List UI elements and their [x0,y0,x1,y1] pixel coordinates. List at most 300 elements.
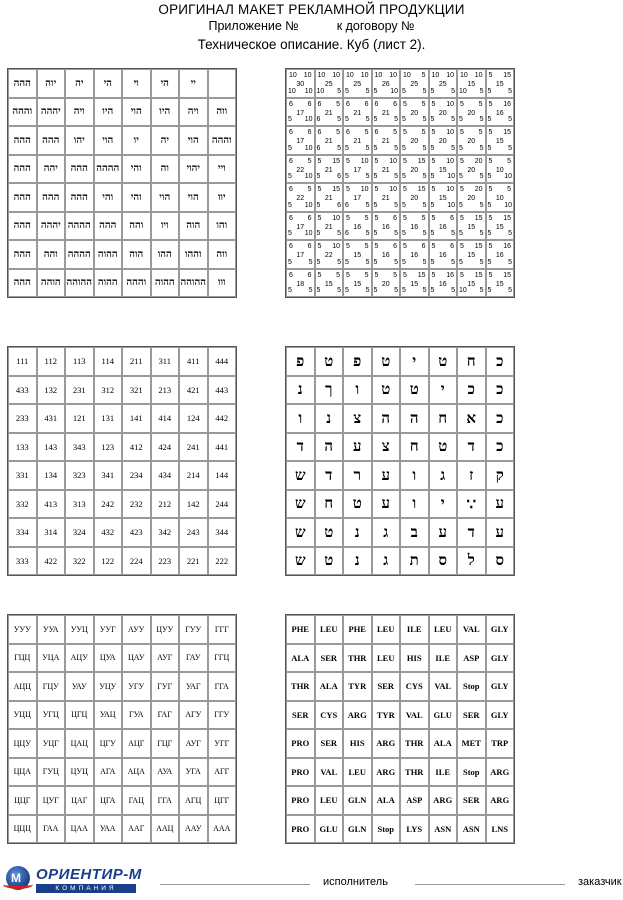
number-value: 6 [316,116,321,123]
hebrew-letter-cell: ו [400,490,429,519]
hebrew-letter-cell: ה [315,433,344,462]
hebrew-word-cell [208,69,237,98]
code-cell: 413 [37,490,66,519]
number-value: 5 [365,144,370,152]
codon-cell: ЦАУ [122,644,151,673]
number-value: 15 [324,280,333,288]
number-value: 5 [316,173,321,180]
number-value: 15 [495,280,504,288]
number-value: 10 [446,100,454,108]
number-value: 5 [488,243,493,250]
hebrew-letter-cell: ה [372,404,401,433]
amino-acid-cell: ASN [457,815,486,844]
number-value: 5 [394,116,398,123]
number-value: 5 [478,100,483,108]
amino-acid-cell: GLY [486,644,515,673]
hebrew-word-cell: יהו [65,126,94,155]
number-value: 5 [317,157,322,165]
codon-cell: ЦГУ [94,729,123,758]
code-cell: 423 [122,518,151,547]
hebrew-word-cell: והי [94,183,123,212]
number-cell [486,98,515,127]
amino-acid-cell: GLY [486,615,515,644]
codon-cell: АЦЦ [8,672,37,701]
amino-acid-cell: Stop [457,758,486,787]
codon-cell: ГЦГ [151,729,180,758]
number-value: 5 [430,116,435,123]
number-value: 21 [381,138,390,145]
number-value: 6 [345,201,349,209]
number-value: 6 [450,243,454,250]
amino-acid-cell: GLY [486,701,515,730]
number-cell [429,69,458,98]
hebrew-letter-cell: ע [429,518,458,547]
amino-acid-cell: CYS [400,672,429,701]
number-cell [429,269,458,298]
number-value: 20 [438,109,447,117]
amino-acid-cell: ARG [486,758,515,787]
number-cell [457,212,486,241]
number-value: 5 [373,201,378,209]
number-value: 5 [337,87,341,95]
number-value: 10 [431,72,440,79]
number-value: 16 [446,271,454,279]
number-cell [372,269,401,298]
number-value: 6 [307,129,312,136]
amino-acid-cell: VAL [400,701,429,730]
codon-cell: ГГУ [208,701,237,730]
hebrew-letter-cell: ע [486,518,515,547]
number-value: 6 [450,214,454,222]
hebrew-word-cell: ההה [65,155,94,184]
hebrew-word-cell: והה [122,212,151,241]
number-value: 5 [487,144,492,152]
number-value: 22 [324,252,333,259]
number-value: 5 [365,230,370,237]
number-cell [315,98,344,127]
number-value: 18 [296,280,305,288]
number-value: 16 [495,109,504,117]
number-cell [372,240,401,269]
number-value: 10 [374,72,383,79]
number-value: 10 [346,72,354,79]
contract-label: к договору № [336,19,415,33]
number-value: 17 [296,138,305,145]
number-value: 5 [422,173,427,180]
code-cell: 314 [37,518,66,547]
codon-cell: ГГГ [208,615,237,644]
number-value: 6 [364,100,369,108]
number-value: 5 [421,129,426,136]
number-value: 5 [403,214,407,222]
hebrew-word-cell: הוה [122,240,151,269]
number-value: 15 [410,280,419,288]
number-value: 5 [336,271,340,279]
number-value: 5 [508,116,512,123]
code-cell: 221 [179,547,208,576]
number-value: 5 [488,157,493,165]
number-value: 5 [365,258,370,266]
hebrew-letter-cell: ד [315,461,344,490]
codon-cell: УГУ [122,672,151,701]
number-value: 5 [337,230,341,237]
code-cell: 443 [208,376,237,405]
number-value: 20 [410,138,419,145]
codon-cell: ЦГА [94,786,123,815]
amino-acid-cell: SER [315,729,344,758]
hebrew-letter-cell: ה [400,404,429,433]
code-cell: 124 [179,404,208,433]
hebrew-word-cell: והה [37,240,66,269]
number-value: 5 [403,186,407,193]
amino-acid-cell: GLN [343,815,372,844]
number-value: 5 [393,271,397,279]
number-cell [286,240,315,269]
number-cell [343,98,372,127]
number-value: 5 [288,287,292,294]
number-value: 6 [289,157,293,165]
code-cell: 233 [8,404,37,433]
hebrew-letter-cell: ע [372,461,401,490]
executor-label: исполнитель [323,876,388,888]
number-cell [343,183,372,212]
number-value: 10 [389,186,397,193]
amino-acid-cell: ARG [486,786,515,815]
codon-cell: ЦАА [65,815,94,844]
hebrew-word-cell: ההה [8,126,37,155]
codon-cell: АГГ [208,758,237,787]
code-cell: 333 [8,547,37,576]
code-cell: 141 [122,404,151,433]
number-value: 10 [332,243,340,250]
number-value: 5 [479,230,484,237]
number-value: 17 [353,195,362,202]
code-cell: 422 [37,547,66,576]
number-value: 6 [393,100,397,108]
number-value: 5 [487,173,492,180]
number-value: 6 [307,271,312,279]
codon-cell: ГГА [208,672,237,701]
number-value: 5 [365,287,370,294]
number-value: 5 [288,258,292,266]
hebrew-word-cell: הוי [94,126,123,155]
number-value: 5 [488,72,493,79]
number-cell [429,212,458,241]
number-cell [315,69,344,98]
number-value: 5 [451,144,455,152]
number-value: 5 [460,100,464,108]
amino-acid-cell: ARG [372,758,401,787]
hebrew-letter-cell: ט [429,347,458,376]
hebrew-letter-cell: ע [486,490,515,519]
amino-acid-cell: GLY [486,672,515,701]
hebrew-letter-cell: ך [315,376,344,405]
number-value: 21 [324,166,333,174]
number-value: 6 [374,100,379,108]
number-value: 5 [402,287,406,294]
hebrew-word-cell: ויה [179,98,208,127]
hebrew-word-cell: והי [122,155,151,184]
number-cell [343,240,372,269]
number-value: 5 [488,214,493,222]
number-value: 5 [394,201,398,209]
logo-swoosh-icon [3,880,33,889]
number-cell [286,155,315,184]
number-value: 16 [410,252,419,259]
number-value: 6 [289,214,293,222]
number-value: 16 [410,223,419,231]
logo-globe-icon [6,866,30,890]
number-value: 21 [353,138,362,145]
number-value: 10 [460,72,468,79]
number-value: 20 [467,195,476,202]
amino-acid-cell: PRO [286,815,315,844]
codon-cell: УАЦ [94,701,123,730]
number-value: 5 [288,144,292,152]
number-value: 5 [403,243,407,250]
number-value: 10 [447,173,455,180]
number-cell [286,183,315,212]
number-value: 5 [508,287,512,294]
code-cell: 411 [179,347,208,376]
number-value: 15 [353,280,362,288]
amino-acid-cell: PHE [286,615,315,644]
number-value: 5 [431,214,436,222]
number-value: 5 [373,287,378,294]
hebrew-letter-cell: ר [343,461,372,490]
codon-cell: УЦГ [37,729,66,758]
number-value: 5 [430,201,435,209]
number-value: 15 [503,271,511,279]
hebrew-word-cell: ויי [208,155,237,184]
number-value: 5 [374,243,379,250]
number-value: 5 [422,144,427,152]
number-value: 5 [364,271,369,279]
number-value: 10 [304,144,313,152]
code-cell: 421 [179,376,208,405]
hebrew-letter-cell: ג [372,547,401,576]
number-value: 10 [360,186,369,193]
number-cell [315,155,344,184]
hebrew-letter-cell: ת [400,547,429,576]
number-value: 5 [364,129,369,136]
amino-acid-cell: SER [315,644,344,673]
number-value: 10 [446,186,454,193]
number-value: 16 [503,100,511,108]
hebrew-letter-cell: ∵ [457,490,486,519]
number-value: 5 [336,129,340,136]
number-cell [372,98,401,127]
hebrew-word-cell: ההה [37,126,66,155]
amino-acid-cell: TYR [372,701,401,730]
number-value: 15 [503,129,511,136]
number-cell [457,155,486,184]
codon-cell: ААУ [179,815,208,844]
hebrew-word-cell: ההה [8,212,37,241]
number-cell [429,126,458,155]
codon-cell: АЦУ [65,644,94,673]
number-value: 5 [402,144,406,152]
hebrew-letter-cell: ע [343,433,372,462]
hebrew-word-cell: ויה [65,98,94,127]
amino-acid-cell: PRO [286,729,315,758]
hebrew-word-cell: הי [151,69,180,98]
number-value: 21 [324,138,333,145]
number-value: 5 [508,87,512,95]
amino-acid-cell: THR [286,672,315,701]
code-cell: 211 [122,347,151,376]
amino-acid-cell: ALA [372,786,401,815]
codon-cell: ГГЦ [208,644,237,673]
codon-cell: АУА [151,758,180,787]
number-value: 5 [508,144,512,152]
code-cell: 432 [94,518,123,547]
amino-acid-cell: GLN [343,786,372,815]
number-value: 5 [374,214,379,222]
number-value: 5 [373,230,378,237]
codon-cell: ЦУУ [151,615,180,644]
hebrew-word-cell: ההה [65,183,94,212]
number-value: 6 [345,230,349,237]
hebrew-letter-cell: ט [315,518,344,547]
number-value: 5 [345,258,349,266]
code-cell: 312 [94,376,123,405]
number-value: 5 [337,287,341,294]
codon-cell: ГУУ [179,615,208,644]
number-value: 25 [353,81,362,88]
number-value: 21 [353,109,362,117]
code-cell: 111 [8,347,37,376]
number-cell [429,155,458,184]
number-value: 5 [316,287,321,294]
amino-acid-cell: ARG [343,701,372,730]
hebrew-letter-cell: ט [400,376,429,405]
number-value: 5 [451,258,455,266]
amino-acid-cell: Stop [372,815,401,844]
codon-cell: УУГ [94,615,123,644]
number-value: 15 [332,157,340,165]
appendix-label: Приложение № [208,19,299,33]
number-value: 10 [459,287,467,294]
hebrew-word-cell: ההה [8,240,37,269]
hebrew-word-cell: ויו [151,212,180,241]
number-value: 5 [459,201,463,209]
code-cell: 444 [208,347,237,376]
code-cell: 414 [151,404,180,433]
number-value: 25 [410,81,419,88]
number-value: 5 [394,287,398,294]
number-value: 5 [422,116,427,123]
codon-cell: ЦЦУ [8,729,37,758]
number-value: 20 [410,195,419,202]
number-value: 15 [467,223,476,231]
code-cell: 143 [37,433,66,462]
codon-cell: УЦЦ [8,701,37,730]
number-value: 5 [402,258,406,266]
number-value: 5 [365,87,370,95]
hebrew-letter-cell: פ [286,347,315,376]
number-value: 10 [446,129,454,136]
logo-letter: M [11,871,21,885]
hebrew-word-cell: ההוה [151,269,180,298]
number-value: 17 [296,223,305,231]
codon-cell: ЦЦГ [8,786,37,815]
number-cell [286,212,315,241]
number-value: 10 [495,195,504,202]
number-value: 5 [430,287,435,294]
amino-acid-cell: ARG [429,786,458,815]
hebrew-word-cell: יהוי [179,155,208,184]
number-cell [286,269,315,298]
hebrew-letter-cell: נ [315,404,344,433]
number-cell [286,69,315,98]
number-value: 5 [460,243,464,250]
number-cell [486,183,515,212]
number-value: 5 [346,186,350,193]
hebrew-word-cell: הוי [151,183,180,212]
number-value: 16 [438,280,447,288]
number-value: 5 [402,201,406,209]
number-value: 5 [346,243,350,250]
number-value: 5 [394,258,398,266]
number-value: 5 [317,243,322,250]
number-value: 17 [353,166,362,174]
number-value: 5 [373,144,378,152]
number-value: 5 [346,157,350,165]
number-value: 5 [316,258,321,266]
hebrew-word-cell: הוהה [37,269,66,298]
number-value: 5 [430,258,435,266]
number-value: 5 [487,87,492,95]
number-value: 5 [422,201,427,209]
amino-acid-cell: LEU [372,644,401,673]
number-value: 5 [345,173,349,180]
hebrew-letter-cell: ס [429,547,458,576]
hebrew-word-cell: הההה [65,240,94,269]
number-value: 30 [296,81,305,88]
codon-cell: АЦГ [122,729,151,758]
code-cell: 324 [65,518,94,547]
number-value: 6 [289,129,293,136]
number-value: 20 [467,138,476,145]
number-value: 16 [381,252,390,259]
codon-cell: УГЦ [37,701,66,730]
codon-cell: УЦУ [94,672,123,701]
number-value: 5 [317,271,322,279]
hebrew-letter-cell: ג [429,461,458,490]
number-cell [486,69,515,98]
number-value: 10 [390,87,398,95]
codon-cell: УГГ [208,729,237,758]
number-value: 5 [288,173,292,180]
hebrew-letter-cell: ד [457,518,486,547]
number-value: 10 [446,157,454,165]
number-value: 15 [353,252,362,259]
codon-cell: АУУ [122,615,151,644]
number-value: 10 [332,214,340,222]
number-value: 20 [410,166,419,174]
number-value: 10 [459,87,467,95]
number-value: 15 [503,214,511,222]
number-value: 5 [365,173,370,180]
number-cell [400,155,429,184]
hebrew-word-cell: היו [151,98,180,127]
number-value: 5 [394,144,398,152]
number-value: 6 [337,173,341,180]
number-value: 5 [307,186,312,193]
number-value: 15 [495,81,504,88]
number-value: 5 [431,271,436,279]
